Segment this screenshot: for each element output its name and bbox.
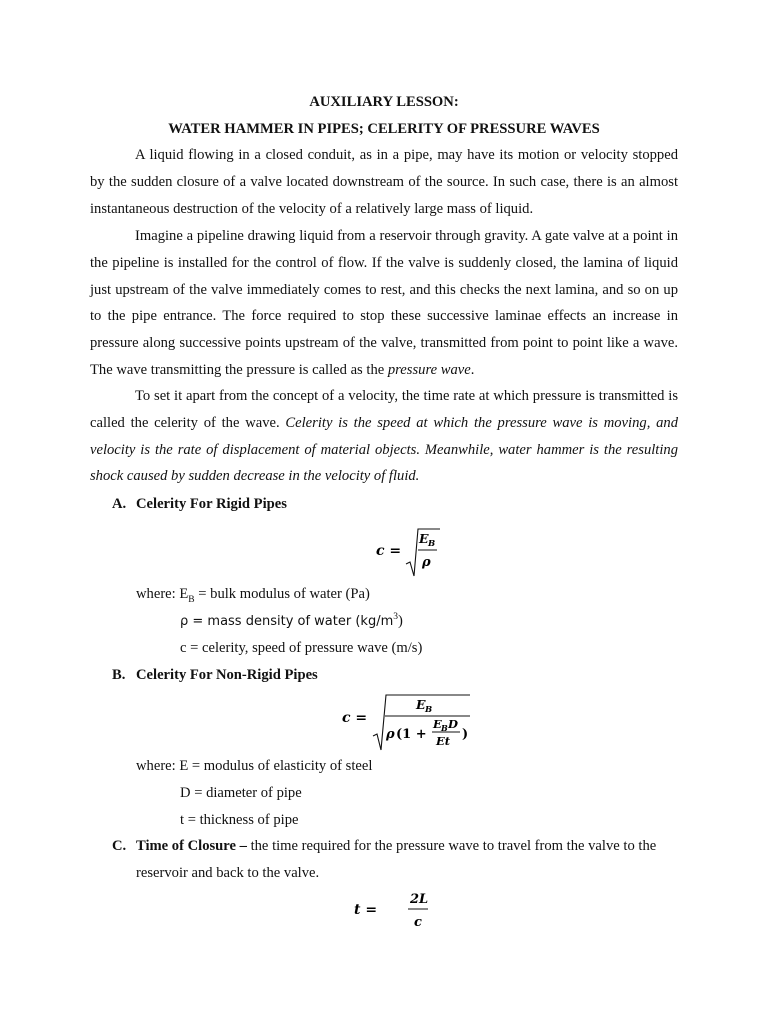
eq-b-inner-numerator-d: D — [448, 717, 458, 731]
where-diameter: D = diameter of pipe — [180, 785, 302, 801]
eq-b-open: (𝟏 + — [396, 727, 427, 742]
where-thickness: t = thickness of pipe — [180, 812, 299, 828]
equation-rigid-celerity — [370, 526, 450, 576]
eq-b-rho: ρ — [386, 727, 395, 742]
where-bulk-prefix: where: E — [136, 586, 189, 602]
density-sup: 3 — [393, 612, 398, 623]
where-bulk-modulus — [136, 586, 370, 603]
paragraph-intro-text: A liquid flowing in a closed conduit, as in a pipe, may have its motion or velocity stopped by the sudden closure of a valve located downstream of the source. In such case, there is an almost instantaneous destruction of the velocity of a relatively large mass of liquid. — [90, 147, 678, 217]
section-a-title: Celerity For Rigid Pipes — [136, 496, 287, 512]
section-a-letter: A. — [112, 496, 127, 512]
pressure-wave-term: pressure wave — [387, 361, 471, 378]
paragraph-celerity-definition: Celerity is the speed at which the pressure wave is moving, and velocity is the rate of displacement of material objects. Meanwhile, water hammer is the resulting shock caused by sudden decrease in the velocity of fluid. — [90, 414, 678, 485]
eq-b-numerator: E — [416, 697, 426, 712]
paragraph-pipeline — [90, 223, 678, 384]
eq-c-denominator: c — [414, 915, 422, 930]
where-bulk-sub: B — [188, 594, 195, 605]
eq-b-inner-numerator: E — [433, 717, 442, 731]
where-bulk-rest: = bulk modulus of water (Pa) — [194, 586, 370, 602]
equation-time-of-closure — [348, 886, 438, 934]
eq-c-lhs: t = — [354, 902, 378, 918]
where-celerity: c = celerity, speed of pressure wave (m/s) — [180, 640, 423, 656]
paragraph-pipeline-text: Imagine a pipeline drawing liquid from a reservoir through gravity. A gate valve at a point in the pipeline is installed for the control of flow. If the valve is suddenly closed, the lamina of liquid just upstream of the valve immediately comes to rest, and this checks the next lamina, and so on up to the pipe entrance. The force required to stop these successive laminae effects an increase in pressure along successive points upstream of the valve, transmitted from point to point like a wave. The wave transmitting the pressure is called as the — [90, 228, 678, 378]
section-c-letter: C. — [112, 838, 127, 854]
section-c-desc-cont: reservoir and back to the valve. — [136, 865, 320, 881]
paragraph-intro — [90, 142, 678, 222]
eq-a-numerator-sub: B — [428, 539, 436, 549]
section-c-text — [136, 838, 678, 855]
lesson-label: AUXILIARY LESSON: — [309, 94, 459, 110]
paragraph-celerity-text: To set it apart from the concept of a velocity, the time rate at which pressure is transmitted is called the celerity of the wave. — [90, 388, 678, 431]
eq-c-numerator: 2L — [410, 892, 429, 907]
section-b-letter: B. — [112, 667, 126, 683]
eq-b-lhs: c = — [342, 710, 368, 726]
paragraph-celerity — [90, 383, 678, 490]
eq-b-inner-numerator-sub: B — [441, 723, 448, 733]
where-elasticity: where: E = modulus of elasticity of steel — [136, 758, 373, 774]
section-c-title: Time of Closure – — [136, 838, 247, 854]
density-def: ρ = mass density of water (kg/m — [180, 614, 394, 629]
page-title: WATER HAMMER IN PIPES; CELERITY OF PRESSURE WAVES — [168, 121, 600, 137]
section-b-title: Celerity For Non-Rigid Pipes — [136, 667, 318, 683]
where-density — [180, 613, 403, 630]
eq-b-numerator-sub: B — [425, 705, 433, 715]
section-c-desc: the time required for the pressure wave to travel from the valve to the — [246, 838, 657, 854]
eq-a-denominator: ρ — [422, 555, 431, 570]
eq-a-numerator: E — [419, 531, 429, 546]
eq-b-inner-denominator: Et — [436, 734, 451, 748]
density-close: ) — [398, 613, 403, 629]
eq-a-lhs: c = — [376, 543, 402, 559]
paragraph-pipeline-end: . — [470, 361, 475, 378]
equation-nonrigid-celerity — [336, 692, 476, 754]
eq-b-close: ) — [462, 727, 469, 742]
